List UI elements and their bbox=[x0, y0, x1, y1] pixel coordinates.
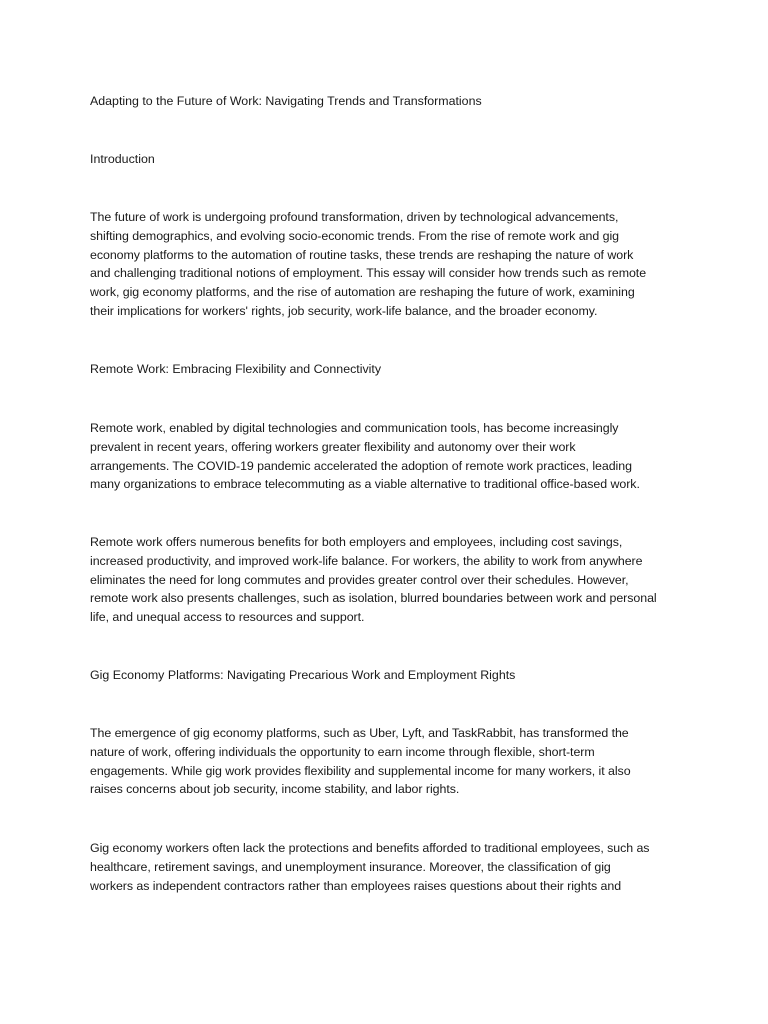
paragraph-line: nature of work, offering individuals the opportunity to earn income through flexible, short-term bbox=[90, 744, 595, 759]
paragraph-line: economy platforms to the automation of routine tasks, these trends are reshaping the nature of work bbox=[90, 247, 634, 262]
document-title: Adapting to the Future of Work: Navigating Trends and Transformations bbox=[90, 94, 482, 108]
paragraph-line: their implications for workers' rights, job security, work-life balance, and the broader economy. bbox=[90, 303, 598, 318]
paragraph-line: Gig economy workers often lack the protections and benefits afforded to traditional employees, such as bbox=[90, 841, 650, 855]
section-heading-gig-economy: Gig Economy Platforms: Navigating Precarious Work and Employment Rights bbox=[90, 668, 516, 682]
paragraph-gig-economy-1 bbox=[90, 724, 685, 799]
paragraph-line: shifting demographics, and evolving socio-economic trends. From the rise of remote work and gig bbox=[90, 228, 619, 243]
paragraph-remote-work-2 bbox=[90, 533, 685, 627]
section-heading-remote-work: Remote Work: Embracing Flexibility and Connectivity bbox=[90, 362, 382, 376]
paragraph-line: Remote work offers numerous benefits for both employers and employees, including cost savings, bbox=[90, 535, 623, 549]
paragraph-line: prevalent in recent years, offering workers greater flexibility and autonomy over their work bbox=[90, 439, 576, 454]
paragraph-line: workers as independent contractors rather than employees raises questions about their rights and bbox=[90, 878, 622, 893]
paragraph-line: healthcare, retirement savings, and unemployment insurance. Moreover, the classification of gig bbox=[90, 859, 611, 874]
paragraph-line: The future of work is undergoing profound transformation, driven by technological advancements, bbox=[90, 210, 619, 224]
paragraph-line: and challenging traditional notions of employment. This essay will consider how trends such as remote bbox=[90, 266, 647, 281]
paragraph-gig-economy-2 bbox=[90, 839, 685, 895]
paragraph-line: engagements. While gig work provides flexibility and supplemental income for many workers, it also bbox=[90, 763, 631, 778]
paragraph-line: remote work also presents challenges, such as isolation, blurred boundaries between work and personal bbox=[90, 591, 657, 606]
paragraph-line: arrangements. The COVID-19 pandemic accelerated the adoption of remote work practices, leading bbox=[90, 458, 632, 473]
paragraph-line: many organizations to embrace telecommuting as a viable alternative to traditional office-based work. bbox=[90, 477, 640, 492]
paragraph-introduction bbox=[90, 208, 685, 321]
paragraph-line: life, and unequal access to resources and support. bbox=[90, 610, 365, 625]
paragraph-line: work, gig economy platforms, and the rise of automation are reshaping the future of work, examining bbox=[90, 285, 635, 300]
paragraph-line: The emergence of gig economy platforms, such as Uber, Lyft, and TaskRabbit, has transformed the bbox=[90, 726, 629, 740]
paragraph-line: raises concerns about job security, income stability, and labor rights. bbox=[90, 782, 460, 797]
paragraph-line: eliminates the need for long commutes and provides greater control over their schedules. However, bbox=[90, 572, 629, 587]
paragraph-line: Remote work, enabled by digital technologies and communication tools, has become increasingly bbox=[90, 421, 619, 435]
paragraph-line: increased productivity, and improved work-life balance. For workers, the ability to work from anywhere bbox=[90, 553, 643, 568]
paragraph-remote-work-1 bbox=[90, 419, 685, 494]
section-heading-introduction: Introduction bbox=[90, 152, 155, 166]
